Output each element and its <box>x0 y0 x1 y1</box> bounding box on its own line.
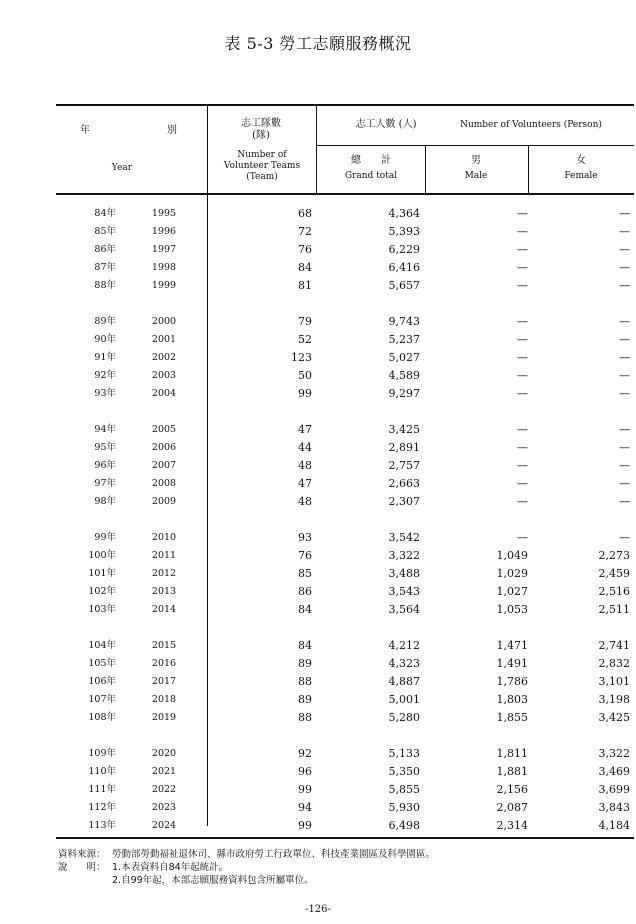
male-cell: 1,049 <box>496 549 528 562</box>
ad-year-cell: 2018 <box>151 694 177 705</box>
table-row <box>56 205 634 223</box>
total-cell: 6,498 <box>388 819 420 832</box>
male-cell: 2,314 <box>496 819 528 832</box>
table-row <box>56 421 634 439</box>
female-cell: 2,741 <box>598 639 630 652</box>
table-row <box>56 691 634 709</box>
teams-header-en-1: Number of <box>237 150 287 160</box>
roc-year-cell: 91年 <box>94 352 116 363</box>
year-header-zh-2: 別 <box>167 125 177 136</box>
teams-cell: 52 <box>298 333 312 346</box>
ad-year-cell: 2024 <box>151 820 177 831</box>
header-divider-male <box>528 145 529 194</box>
female-cell: — <box>619 279 630 292</box>
ad-year-cell: 2022 <box>151 784 177 795</box>
ad-year-cell: 1995 <box>151 208 177 219</box>
roc-year-cell: 90年 <box>94 334 116 345</box>
table-row <box>56 655 634 673</box>
table-row <box>56 475 634 493</box>
table-row <box>56 565 634 583</box>
roc-year-cell: 101年 <box>88 568 116 579</box>
roc-year-cell: 105年 <box>88 658 116 669</box>
teams-cell: 85 <box>298 567 312 580</box>
female-cell: — <box>619 261 630 274</box>
table-bottom-rule <box>56 837 634 839</box>
total-cell: 3,488 <box>388 567 420 580</box>
female-cell: — <box>619 207 630 220</box>
page-title: 表 5-3 勞工志願服務概況 <box>224 34 412 53</box>
ad-year-cell: 2015 <box>151 640 177 651</box>
table-row <box>56 763 634 781</box>
male-cell: 1,029 <box>496 567 528 580</box>
roc-year-cell: 97年 <box>94 478 116 489</box>
source-label: 資料來源： <box>58 849 106 860</box>
male-cell: 1,855 <box>496 711 528 724</box>
female-cell: 3,843 <box>598 801 630 814</box>
teams-cell: 72 <box>298 225 312 238</box>
total-cell: 4,589 <box>388 369 420 382</box>
male-cell: — <box>517 279 528 292</box>
ad-year-cell: 2023 <box>151 802 177 813</box>
ad-year-cell: 2009 <box>151 496 177 507</box>
roc-year-cell: 85年 <box>94 226 116 237</box>
roc-year-cell: 94年 <box>94 424 116 435</box>
total-cell: 3,564 <box>388 603 420 616</box>
ad-year-cell: 1997 <box>151 244 177 255</box>
male-cell: 1,027 <box>496 585 528 598</box>
note-2: 2.自99年起，本部志願服務資料包含所屬單位。 <box>112 875 314 886</box>
table-header-rule <box>56 193 634 195</box>
teams-cell: 88 <box>298 711 312 724</box>
header-divider-total <box>425 145 426 194</box>
roc-year-cell: 96年 <box>94 460 116 471</box>
teams-header-zh-2: (隊) <box>252 130 270 141</box>
teams-cell: 99 <box>298 387 312 400</box>
female-cell: 3,425 <box>598 711 630 724</box>
male-cell: — <box>517 315 528 328</box>
total-cell: 5,855 <box>388 783 420 796</box>
note-line-1 <box>58 861 435 874</box>
group-spacer <box>56 727 634 745</box>
ad-year-cell: 2017 <box>151 676 177 687</box>
header-divider-teams <box>316 106 317 194</box>
teams-cell: 79 <box>298 315 312 328</box>
roc-year-cell: 102年 <box>88 586 116 597</box>
male-cell: — <box>517 477 528 490</box>
teams-cell: 89 <box>298 657 312 670</box>
total-cell: 5,657 <box>388 279 420 292</box>
female-cell: — <box>619 387 630 400</box>
female-cell: 2,516 <box>598 585 630 598</box>
ad-year-cell: 2020 <box>151 748 177 759</box>
teams-cell: 92 <box>298 747 312 760</box>
table-row <box>56 385 634 403</box>
ad-year-cell: 2016 <box>151 658 177 669</box>
table-row <box>56 277 634 295</box>
teams-header-en-2: Volunteer Teams <box>223 161 301 171</box>
male-cell: — <box>517 225 528 238</box>
total-cell: 4,887 <box>388 675 420 688</box>
teams-cell: 44 <box>298 441 312 454</box>
table-row <box>56 259 634 277</box>
table-row <box>56 223 634 241</box>
roc-year-cell: 104年 <box>88 640 116 651</box>
teams-cell: 84 <box>298 261 312 274</box>
table-notes <box>58 848 435 887</box>
ad-year-cell: 1998 <box>151 262 177 273</box>
ad-year-cell: 2002 <box>151 352 177 363</box>
roc-year-cell: 106年 <box>88 676 116 687</box>
teams-cell: 99 <box>298 783 312 796</box>
teams-header-en-3: (Team) <box>246 172 278 182</box>
ad-year-cell: 2008 <box>151 478 177 489</box>
teams-cell: 89 <box>298 693 312 706</box>
total-cell: 9,743 <box>388 315 420 328</box>
table-row <box>56 313 634 331</box>
teams-header-zh-1: 志工隊數 <box>241 118 281 129</box>
teams-cell: 96 <box>298 765 312 778</box>
female-cell: — <box>619 351 630 364</box>
ad-year-cell: 1999 <box>151 280 177 291</box>
group-spacer <box>56 403 634 421</box>
table-row <box>56 547 634 565</box>
teams-cell: 84 <box>298 639 312 652</box>
female-cell: — <box>619 441 630 454</box>
page-number: -126- <box>305 904 331 915</box>
teams-cell: 123 <box>291 351 312 364</box>
total-cell: 3,542 <box>388 531 420 544</box>
female-cell: — <box>619 315 630 328</box>
roc-year-cell: 98年 <box>94 496 116 507</box>
female-cell: 3,469 <box>598 765 630 778</box>
male-cell: — <box>517 423 528 436</box>
total-cell: 6,416 <box>388 261 420 274</box>
table-row <box>56 637 634 655</box>
female-cell: — <box>619 477 630 490</box>
group-spacer <box>56 619 634 637</box>
table-row <box>56 601 634 619</box>
ad-year-cell: 2010 <box>151 532 177 543</box>
female-cell: — <box>619 369 630 382</box>
male-cell: 2,087 <box>496 801 528 814</box>
female-cell: — <box>619 423 630 436</box>
total-cell: 3,322 <box>388 549 420 562</box>
table-row <box>56 583 634 601</box>
female-cell: 4,184 <box>598 819 630 832</box>
table-row <box>56 799 634 817</box>
teams-cell: 84 <box>298 603 312 616</box>
teams-cell: 86 <box>298 585 312 598</box>
ad-year-cell: 2004 <box>151 388 177 399</box>
ad-year-cell: 2011 <box>151 550 177 561</box>
total-cell: 5,280 <box>388 711 420 724</box>
total-cell: 2,891 <box>388 441 420 454</box>
male-cell: — <box>517 387 528 400</box>
note-1: 1.本表資料自84年起統計。 <box>112 862 229 873</box>
roc-year-cell: 84年 <box>94 208 116 219</box>
total-cell: 4,212 <box>388 639 420 652</box>
table-row <box>56 817 634 835</box>
roc-year-cell: 107年 <box>88 694 116 705</box>
ad-year-cell: 2006 <box>151 442 177 453</box>
note-label: 說 明： <box>58 862 106 873</box>
teams-cell: 68 <box>298 207 312 220</box>
total-cell: 5,237 <box>388 333 420 346</box>
total-cell: 5,930 <box>388 801 420 814</box>
male-cell: 2,156 <box>496 783 528 796</box>
ad-year-cell: 2012 <box>151 568 177 579</box>
roc-year-cell: 110年 <box>88 766 116 777</box>
table-row <box>56 781 634 799</box>
roc-year-cell: 93年 <box>94 388 116 399</box>
table-row <box>56 709 634 727</box>
female-cell: — <box>619 495 630 508</box>
male-cell: — <box>517 351 528 364</box>
ad-year-cell: 2001 <box>151 334 177 345</box>
table-row <box>56 331 634 349</box>
ad-year-cell: 2000 <box>151 316 177 327</box>
ad-year-cell: 2013 <box>151 586 177 597</box>
roc-year-cell: 112年 <box>88 802 116 813</box>
teams-cell: 48 <box>298 459 312 472</box>
male-header-en: Male <box>464 171 488 181</box>
teams-cell: 47 <box>298 477 312 490</box>
roc-year-cell: 99年 <box>94 532 116 543</box>
ad-year-cell: 2005 <box>151 424 177 435</box>
roc-year-cell: 88年 <box>94 280 116 291</box>
female-cell: 3,699 <box>598 783 630 796</box>
male-cell: — <box>517 243 528 256</box>
roc-year-cell: 92年 <box>94 370 116 381</box>
roc-year-cell: 100年 <box>88 550 116 561</box>
source-text: 勞動部勞動福祉退休司、縣市政府勞工行政單位、科技產業園區及科學園區。 <box>112 849 436 860</box>
table-row <box>56 457 634 475</box>
volunteers-header-en: Number of Volunteers (Person) <box>460 120 602 130</box>
male-cell: 1,471 <box>496 639 528 652</box>
male-cell: 1,811 <box>496 747 528 760</box>
total-cell: 9,297 <box>388 387 420 400</box>
male-cell: 1,881 <box>496 765 528 778</box>
male-cell: — <box>517 207 528 220</box>
total-header-zh: 總 計 <box>351 155 391 166</box>
year-header-en: Year <box>111 163 133 173</box>
total-cell: 3,543 <box>388 585 420 598</box>
male-cell: — <box>517 531 528 544</box>
total-cell: 5,001 <box>388 693 420 706</box>
teams-cell: 50 <box>298 369 312 382</box>
table-top-rule <box>56 104 634 106</box>
ad-year-cell: 2003 <box>151 370 177 381</box>
total-cell: 5,133 <box>388 747 420 760</box>
female-header-en: Female <box>564 171 598 181</box>
male-cell: — <box>517 369 528 382</box>
female-cell: 2,273 <box>598 549 630 562</box>
female-cell: — <box>619 225 630 238</box>
roc-year-cell: 103年 <box>88 604 116 615</box>
roc-year-cell: 113年 <box>88 820 116 831</box>
total-cell: 5,393 <box>388 225 420 238</box>
male-cell: 1,491 <box>496 657 528 670</box>
female-cell: 3,101 <box>598 675 630 688</box>
teams-cell: 76 <box>298 549 312 562</box>
total-cell: 3,425 <box>388 423 420 436</box>
female-cell: 2,832 <box>598 657 630 670</box>
female-cell: — <box>619 459 630 472</box>
table-row <box>56 349 634 367</box>
male-cell: — <box>517 441 528 454</box>
total-cell: 2,663 <box>388 477 420 490</box>
group-spacer <box>56 295 634 313</box>
teams-cell: 93 <box>298 531 312 544</box>
roc-year-cell: 111年 <box>88 784 116 795</box>
female-cell: 3,322 <box>598 747 630 760</box>
teams-cell: 99 <box>298 819 312 832</box>
total-cell: 5,027 <box>388 351 420 364</box>
table-row <box>56 673 634 691</box>
source-line <box>58 848 435 861</box>
female-cell: — <box>619 531 630 544</box>
total-cell: 4,323 <box>388 657 420 670</box>
roc-year-cell: 108年 <box>88 712 116 723</box>
table-row <box>56 529 634 547</box>
total-cell: 2,307 <box>388 495 420 508</box>
female-cell: — <box>619 243 630 256</box>
header-volunteer-subrule <box>316 145 634 146</box>
roc-year-cell: 109年 <box>88 748 116 759</box>
roc-year-cell: 89年 <box>94 316 116 327</box>
teams-cell: 76 <box>298 243 312 256</box>
ad-year-cell: 2021 <box>151 766 177 777</box>
table-body <box>56 205 634 835</box>
teams-cell: 94 <box>298 801 312 814</box>
male-cell: — <box>517 459 528 472</box>
male-cell: 1,053 <box>496 603 528 616</box>
male-cell: — <box>517 261 528 274</box>
table-row <box>56 745 634 763</box>
table-row <box>56 439 634 457</box>
male-cell: — <box>517 495 528 508</box>
male-cell: 1,786 <box>496 675 528 688</box>
ad-year-cell: 2019 <box>151 712 177 723</box>
male-cell: 1,803 <box>496 693 528 706</box>
roc-year-cell: 87年 <box>94 262 116 273</box>
female-header-zh: 女 <box>576 155 586 166</box>
roc-year-cell: 95年 <box>94 442 116 453</box>
note-line-2 <box>58 874 435 887</box>
male-header-zh: 男 <box>471 155 481 166</box>
teams-cell: 81 <box>298 279 312 292</box>
roc-year-cell: 86年 <box>94 244 116 255</box>
total-cell: 2,757 <box>388 459 420 472</box>
table-row <box>56 241 634 259</box>
male-cell: — <box>517 333 528 346</box>
group-spacer <box>56 511 634 529</box>
total-cell: 5,350 <box>388 765 420 778</box>
year-header-zh-1: 年 <box>80 125 90 136</box>
ad-year-cell: 2007 <box>151 460 177 471</box>
table-row <box>56 367 634 385</box>
ad-year-cell: 2014 <box>151 604 177 615</box>
total-cell: 4,364 <box>388 207 420 220</box>
female-cell: — <box>619 333 630 346</box>
female-cell: 2,459 <box>598 567 630 580</box>
ad-year-cell: 1996 <box>151 226 177 237</box>
teams-cell: 88 <box>298 675 312 688</box>
female-cell: 3,198 <box>598 693 630 706</box>
table-row <box>56 493 634 511</box>
female-cell: 2,511 <box>598 603 630 616</box>
teams-cell: 47 <box>298 423 312 436</box>
total-cell: 6,229 <box>388 243 420 256</box>
volunteers-header-zh: 志工人數 (人) <box>355 119 417 130</box>
total-header-en: Grand total <box>344 171 398 181</box>
teams-cell: 48 <box>298 495 312 508</box>
